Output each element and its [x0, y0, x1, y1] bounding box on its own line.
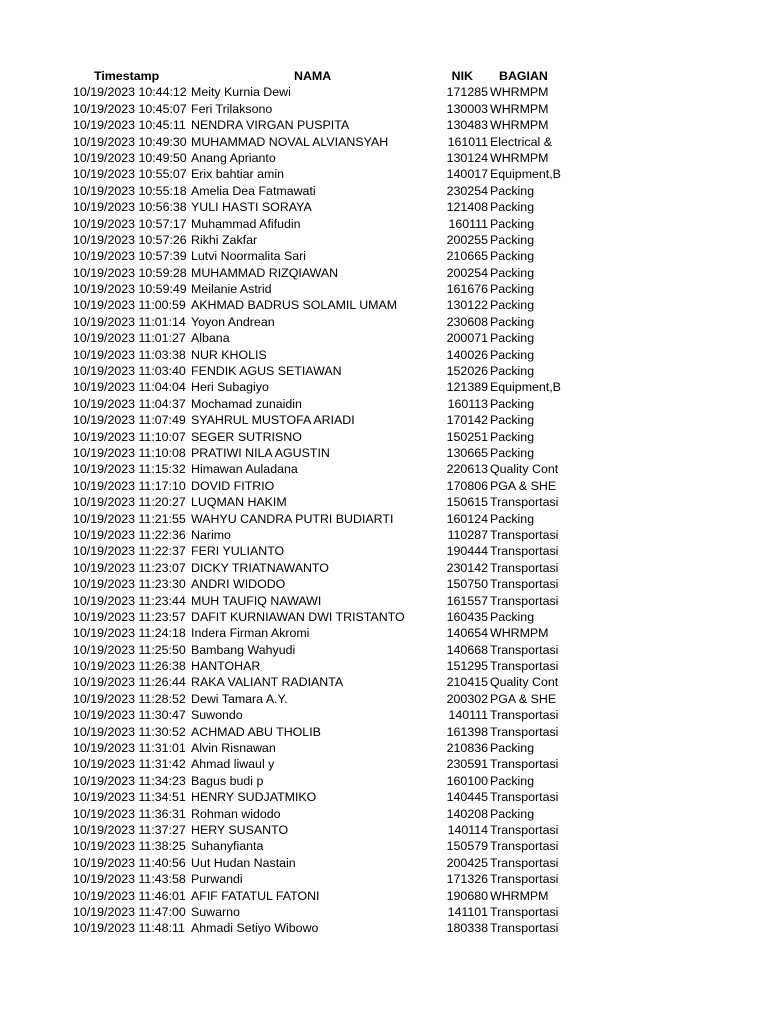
timestamp-cell: 10/19/2023 11:30:52: [73, 724, 186, 739]
timestamp-cell: 10/19/2023 10:59:28: [73, 265, 187, 280]
nik-cell: 171326: [446, 872, 488, 887]
nama-cell: Mochamad zunaidin: [191, 396, 302, 411]
nama-cell: HERY SUSANTO: [191, 822, 289, 837]
nik-cell: 140114: [447, 822, 488, 837]
nik-cell: 230591: [446, 757, 488, 772]
bagian-cell: Transportasi: [490, 642, 559, 657]
bagian-cell: WHRMPM: [490, 118, 549, 133]
nik-cell: 180338: [446, 921, 488, 936]
timestamp-cell: 10/19/2023 11:36:31: [73, 806, 186, 821]
timestamp-cell: 10/19/2023 11:21:55: [73, 511, 186, 526]
nik-cell: 150579: [446, 839, 488, 854]
table-row: [0, 117, 768, 133]
nik-cell: 171285: [446, 85, 488, 100]
table-row: [0, 691, 768, 707]
table-row: [0, 609, 768, 625]
timestamp-cell: 10/19/2023 11:22:36: [73, 527, 186, 542]
table-row: [0, 216, 768, 232]
table-row: [0, 347, 768, 363]
bagian-cell: Equipment,B: [490, 167, 561, 182]
nama-cell: Muhammad Afifudin: [191, 216, 301, 231]
nik-cell: 150615: [446, 495, 488, 510]
table-row: [0, 183, 768, 199]
nama-cell: Indera Firman Akromi: [191, 626, 310, 641]
nik-cell: 121389: [446, 380, 488, 395]
bagian-cell: Packing: [490, 347, 535, 362]
bagian-cell: Electrical &: [490, 134, 552, 149]
table-row: [0, 478, 768, 494]
table-row: [0, 724, 768, 740]
bagian-cell: Packing: [490, 741, 535, 756]
table-row: [0, 232, 768, 248]
table-row: [0, 297, 768, 313]
bagian-cell: WHRMPM: [490, 888, 549, 903]
timestamp-cell: 10/19/2023 10:57:17: [73, 216, 187, 231]
nik-cell: 200255: [446, 232, 488, 247]
nik-cell: 190680: [446, 888, 488, 903]
bagian-cell: Packing: [490, 511, 535, 526]
bagian-cell: Packing: [490, 249, 535, 264]
nik-cell: 161557: [446, 593, 488, 608]
nik-cell: 230608: [446, 314, 488, 329]
table-row: [0, 199, 768, 215]
nik-cell: 200302: [446, 691, 488, 706]
bagian-cell: Packing: [490, 429, 535, 444]
nama-cell: Suwarno: [191, 904, 240, 919]
timestamp-cell: 10/19/2023 11:24:18: [73, 626, 186, 641]
nama-cell: MUHAMMAD RIZQIAWAN: [191, 265, 339, 280]
nama-cell: Dewi Tamara A.Y.: [191, 691, 288, 706]
bagian-cell: Transportasi: [490, 872, 559, 887]
nama-cell: Narimo: [191, 527, 231, 542]
table-row: [0, 511, 768, 527]
timestamp-cell: 10/19/2023 11:23:07: [73, 560, 186, 575]
bagian-cell: Transportasi: [490, 790, 559, 805]
bagian-cell: Packing: [490, 314, 535, 329]
nama-cell: Albana: [191, 331, 230, 346]
bagian-cell: Packing: [490, 413, 535, 428]
nama-cell: Heri Subagiyo: [191, 380, 269, 395]
nik-cell: 190444: [446, 544, 488, 559]
nama-cell: FENDIK AGUS SETIAWAN: [191, 364, 342, 379]
bagian-cell: PGA & SHE: [490, 691, 557, 706]
bagian-cell: Packing: [490, 806, 535, 821]
bagian-cell: Equipment,B: [490, 380, 561, 395]
table-row: [0, 838, 768, 854]
nama-cell: Ahmadi Setiyo Wibowo: [191, 921, 319, 936]
nik-cell: 170806: [446, 478, 488, 493]
timestamp-cell: 10/19/2023 11:38:25: [73, 839, 186, 854]
timestamp-cell: 10/19/2023 11:46:01: [73, 888, 186, 903]
table-row: [0, 527, 768, 543]
nama-cell: HANTOHAR: [191, 659, 261, 674]
timestamp-cell: 10/19/2023 10:45:11: [73, 118, 186, 133]
nik-cell: 160124: [446, 511, 488, 526]
nama-cell: ACHMAD ABU THOLIB: [191, 724, 321, 739]
bagian-cell: Packing: [490, 282, 535, 297]
nik-cell: 210836: [446, 741, 488, 756]
nik-cell: 140017: [446, 167, 488, 182]
table-row: [0, 445, 768, 461]
timestamp-cell: 10/19/2023 11:30:47: [73, 708, 186, 723]
nama-cell: Uut Hudan Nastain: [191, 855, 296, 870]
timestamp-cell: 10/19/2023 11:34:23: [73, 773, 186, 788]
table-row: [0, 773, 768, 789]
bagian-cell: Transportasi: [490, 904, 559, 919]
bagian-cell: Packing: [490, 200, 535, 215]
timestamp-cell: 10/19/2023 11:01:27: [73, 331, 186, 346]
table-row: [0, 84, 768, 100]
nama-cell: SEGER SUTRISNO: [191, 429, 302, 444]
table-row: [0, 888, 768, 904]
table-row: [0, 576, 768, 592]
bagian-cell: Packing: [490, 331, 535, 346]
table-row: [0, 166, 768, 182]
nik-cell: 230142: [446, 560, 488, 575]
bagian-cell: Quality Cont: [490, 675, 559, 690]
nama-cell: Suwondo: [191, 708, 243, 723]
timestamp-cell: 10/19/2023 11:10:07: [73, 429, 186, 444]
nama-cell: Meity Kurnia Dewi: [191, 85, 291, 100]
table-row: [0, 560, 768, 576]
nama-cell: NUR KHOLIS: [191, 347, 267, 362]
nama-cell: PRATIWI NILA AGUSTIN: [191, 445, 330, 460]
timestamp-cell: 10/19/2023 11:34:51: [73, 790, 186, 805]
nik-cell: 140111: [448, 708, 488, 723]
timestamp-cell: 10/19/2023 11:28:52: [73, 691, 186, 706]
nik-cell: 200071: [446, 331, 488, 346]
table-row: [0, 429, 768, 445]
table-row: [0, 461, 768, 477]
bagian-cell: Transportasi: [490, 839, 559, 854]
nama-cell: DICKY TRIATNAWANTO: [191, 560, 329, 575]
bagian-cell: Transportasi: [490, 593, 559, 608]
table-row: [0, 363, 768, 379]
nama-cell: YULI HASTI SORAYA: [191, 200, 312, 215]
header-timestamp: Timestamp: [94, 69, 160, 83]
nama-cell: Erix bahtiar amin: [191, 167, 284, 182]
bagian-cell: Transportasi: [490, 921, 559, 936]
nik-cell: 141101: [447, 904, 488, 919]
table-row: [0, 658, 768, 674]
nama-cell: Suhanyfianta: [191, 839, 264, 854]
timestamp-cell: 10/19/2023 11:48:11: [73, 921, 185, 936]
nama-cell: Lutvi Noormalita Sari: [191, 249, 307, 264]
nik-cell: 161011: [447, 134, 488, 149]
nama-cell: Alvin Risnawan: [191, 741, 276, 756]
nama-cell: DOVID FITRIO: [191, 478, 275, 493]
table-row: [0, 707, 768, 723]
table-row: [0, 330, 768, 346]
table-row: [0, 625, 768, 641]
nama-cell: Rohman widodo: [191, 806, 281, 821]
nama-cell: FERI YULIANTO: [191, 544, 285, 559]
nama-cell: ANDRI WIDODO: [191, 577, 286, 592]
nama-cell: MUHAMMAD NOVAL ALVIANSYAH: [191, 134, 389, 149]
table-row: [0, 396, 768, 412]
bagian-cell: WHRMPM: [490, 85, 549, 100]
nik-cell: 152026: [446, 364, 488, 379]
table-row: [0, 674, 768, 690]
table-row: [0, 265, 768, 281]
nama-cell: AKHMAD BADRUS SOLAMIL UMAM: [191, 298, 398, 313]
nama-cell: AFIF FATATUL FATONI: [191, 888, 320, 903]
nik-cell: 230254: [446, 183, 488, 198]
bagian-cell: Transportasi: [490, 724, 559, 739]
nama-cell: Meilanie Astrid: [191, 282, 272, 297]
bagian-cell: Transportasi: [490, 527, 559, 542]
timestamp-cell: 10/19/2023 11:03:38: [73, 347, 186, 362]
timestamp-cell: 10/19/2023 10:57:39: [73, 249, 187, 264]
bagian-cell: Transportasi: [490, 708, 559, 723]
nik-cell: 150750: [446, 577, 488, 592]
timestamp-cell: 10/19/2023 11:00:59: [73, 298, 186, 313]
nama-cell: WAHYU CANDRA PUTRI BUDIARTI: [191, 511, 394, 526]
bagian-cell: Packing: [490, 773, 535, 788]
bagian-cell: Transportasi: [490, 855, 559, 870]
timestamp-cell: 10/19/2023 11:07:49: [73, 413, 186, 428]
table-row: [0, 134, 768, 150]
nama-cell: Bambang Wahyudi: [191, 642, 296, 657]
nik-cell: 200254: [446, 265, 488, 280]
nik-cell: 170142: [446, 413, 488, 428]
timestamp-cell: 10/19/2023 11:37:27: [73, 822, 186, 837]
timestamp-cell: 10/19/2023 11:26:44: [73, 675, 186, 690]
nik-cell: 151295: [446, 659, 488, 674]
nik-cell: 160435: [446, 609, 488, 624]
nama-cell: Anang Aprianto: [191, 150, 276, 165]
timestamp-cell: 10/19/2023 11:04:04: [73, 380, 186, 395]
table-row: [0, 904, 768, 920]
table-row: [0, 150, 768, 166]
bagian-cell: PGA & SHE: [490, 478, 557, 493]
nik-cell: 200425: [446, 855, 488, 870]
timestamp-cell: 10/19/2023 10:56:38: [73, 200, 187, 215]
table-row: [0, 281, 768, 297]
nama-cell: Purwandi: [191, 872, 243, 887]
timestamp-cell: 10/19/2023 11:23:30: [73, 577, 186, 592]
nik-cell: 160111: [448, 216, 488, 231]
timestamp-cell: 10/19/2023 11:17:10: [73, 478, 186, 493]
nik-cell: 130003: [446, 101, 488, 116]
bagian-cell: Transportasi: [490, 560, 559, 575]
bagian-cell: Quality Cont: [490, 462, 559, 477]
nama-cell: Feri Trilaksono: [191, 101, 273, 116]
attendance-sheet: [0, 68, 768, 937]
timestamp-cell: 10/19/2023 11:01:14: [73, 314, 186, 329]
nik-cell: 160100: [446, 773, 488, 788]
table-row: [0, 756, 768, 772]
table-row: [0, 855, 768, 871]
nama-cell: HENRY SUDJATMIKO: [191, 790, 317, 805]
bagian-cell: WHRMPM: [490, 626, 549, 641]
timestamp-cell: 10/19/2023 11:23:57: [73, 609, 186, 624]
table-row: [0, 314, 768, 330]
nik-cell: 160113: [447, 396, 488, 411]
timestamp-cell: 10/19/2023 10:55:18: [73, 183, 187, 198]
bagian-cell: Packing: [490, 265, 535, 280]
bagian-cell: Transportasi: [490, 577, 559, 592]
timestamp-cell: 10/19/2023 10:45:07: [73, 101, 187, 116]
table-row: [0, 822, 768, 838]
header-row: [0, 68, 768, 84]
table-body: [0, 84, 768, 936]
nama-cell: NENDRA VIRGAN PUSPITA: [191, 118, 350, 133]
nama-cell: LUQMAN HAKIM: [191, 495, 287, 510]
timestamp-cell: 10/19/2023 11:04:37: [73, 396, 186, 411]
header-nama: NAMA: [294, 69, 332, 83]
bagian-cell: Packing: [490, 396, 535, 411]
nik-cell: 220613: [446, 462, 488, 477]
nama-cell: Ahmad liwaul y: [191, 757, 275, 772]
table-row: [0, 379, 768, 395]
timestamp-cell: 10/19/2023 11:47:00: [73, 904, 186, 919]
nik-cell: 150251: [446, 429, 488, 444]
nama-cell: Himawan Auladana: [191, 462, 298, 477]
bagian-cell: Packing: [490, 364, 535, 379]
table-row: [0, 642, 768, 658]
timestamp-cell: 10/19/2023 11:15:32: [73, 462, 186, 477]
timestamp-cell: 10/19/2023 11:25:50: [73, 642, 186, 657]
nik-cell: 210665: [446, 249, 488, 264]
bagian-cell: WHRMPM: [490, 101, 549, 116]
nama-cell: SYAHRUL MUSTOFA ARIADI: [191, 413, 355, 428]
bagian-cell: Packing: [490, 609, 535, 624]
nik-cell: 140445: [446, 790, 488, 805]
bagian-cell: Transportasi: [490, 757, 559, 772]
nik-cell: 161398: [446, 724, 488, 739]
bagian-cell: Transportasi: [490, 544, 559, 559]
timestamp-cell: 10/19/2023 11:23:44: [73, 593, 186, 608]
bagian-cell: Transportasi: [490, 822, 559, 837]
nik-cell: 121408: [446, 200, 488, 215]
nama-cell: RAKA VALIANT RADIANTA: [191, 675, 344, 690]
nik-cell: 130483: [446, 118, 488, 133]
timestamp-cell: 10/19/2023 11:03:40: [73, 364, 186, 379]
table-row: [0, 543, 768, 559]
timestamp-cell: 10/19/2023 10:44:12: [73, 85, 187, 100]
timestamp-cell: 10/19/2023 11:20:27: [73, 495, 186, 510]
header-nik: NIK: [451, 69, 473, 83]
bagian-cell: Packing: [490, 232, 535, 247]
timestamp-cell: 10/19/2023 11:31:42: [73, 757, 186, 772]
nama-cell: Yoyon Andrean: [191, 314, 275, 329]
bagian-cell: Packing: [490, 298, 535, 313]
nik-cell: 161676: [446, 282, 488, 297]
header-bagian: BAGIAN: [499, 69, 548, 83]
bagian-cell: Packing: [490, 183, 535, 198]
bagian-cell: Transportasi: [490, 659, 559, 674]
nik-cell: 140208: [446, 806, 488, 821]
bagian-cell: Transportasi: [490, 495, 559, 510]
timestamp-cell: 10/19/2023 10:57:26: [73, 232, 187, 247]
nik-cell: 140026: [446, 347, 488, 362]
nama-cell: Rikhi Zakfar: [191, 232, 258, 247]
nama-cell: Amelia Dea Fatmawati: [191, 183, 316, 198]
bagian-cell: Packing: [490, 216, 535, 231]
timestamp-cell: 10/19/2023 11:31:01: [73, 741, 186, 756]
table-row: [0, 494, 768, 510]
timestamp-cell: 10/19/2023 11:43:58: [73, 872, 186, 887]
table-row: [0, 248, 768, 264]
nik-cell: 140654: [446, 626, 488, 641]
nik-cell: 130122: [446, 298, 488, 313]
nik-cell: 130665: [446, 445, 488, 460]
nik-cell: 210415: [446, 675, 488, 690]
table-row: [0, 920, 768, 936]
table-row: [0, 593, 768, 609]
bagian-cell: Packing: [490, 445, 535, 460]
nik-cell: 110287: [447, 527, 488, 542]
table-row: [0, 871, 768, 887]
nik-cell: 140668: [446, 642, 488, 657]
nama-cell: Bagus budi p: [191, 773, 264, 788]
table-row: [0, 740, 768, 756]
nama-cell: DAFIT KURNIAWAN DWI TRISTANTO: [191, 609, 405, 624]
timestamp-cell: 10/19/2023 11:40:56: [73, 855, 186, 870]
table-row: [0, 101, 768, 117]
nama-cell: MUH TAUFIQ NAWAWI: [191, 593, 322, 608]
timestamp-cell: 10/19/2023 11:26:38: [73, 659, 186, 674]
timestamp-cell: 10/19/2023 10:59:49: [73, 282, 187, 297]
table-row: [0, 412, 768, 428]
timestamp-cell: 10/19/2023 10:49:30: [73, 134, 187, 149]
timestamp-cell: 10/19/2023 11:10:08: [73, 445, 186, 460]
table-row: [0, 789, 768, 805]
nik-cell: 130124: [446, 150, 488, 165]
timestamp-cell: 10/19/2023 10:49:50: [73, 150, 187, 165]
table-row: [0, 806, 768, 822]
bagian-cell: WHRMPM: [490, 150, 549, 165]
timestamp-cell: 10/19/2023 10:55:07: [73, 167, 187, 182]
timestamp-cell: 10/19/2023 11:22:37: [73, 544, 186, 559]
